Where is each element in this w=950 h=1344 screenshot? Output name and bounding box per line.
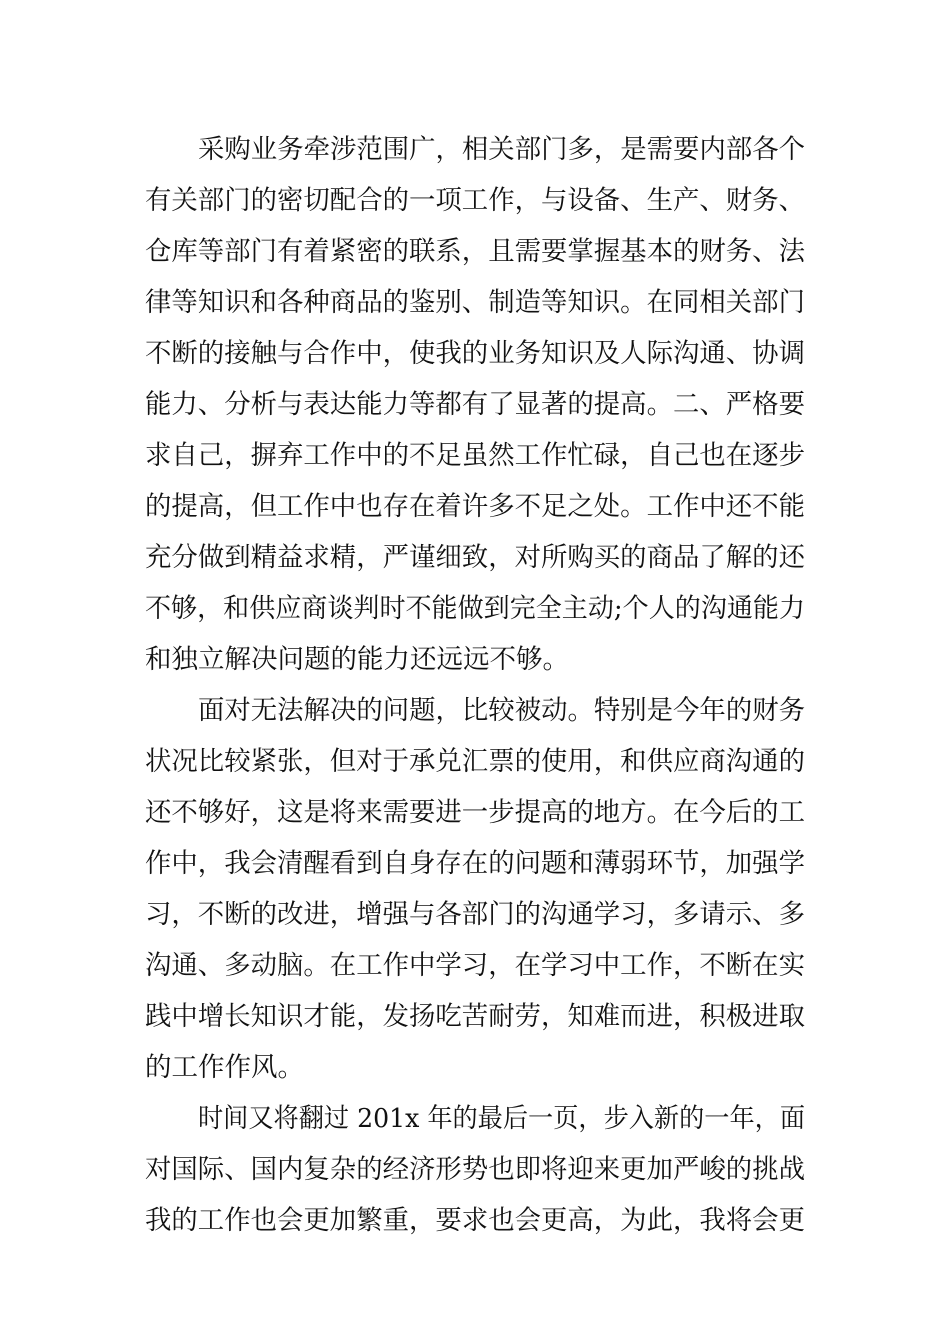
text-line: 充分做到精益求精，严谨细致，对所购买的商品了解的还 (145, 542, 805, 573)
text-line: 不断的接触与合作中，使我的业务知识及人际沟通、协调 (145, 338, 805, 369)
text-line: 律等知识和各种商品的鉴别、制造等知识。在同相关部门 (145, 287, 805, 318)
paragraph-2-line-6 (0, 940, 950, 992)
paragraph-2-line-2 (0, 736, 950, 788)
paragraph-2-line-7 (0, 991, 950, 1043)
text-line: 仓库等部门有着紧密的联系，且需要掌握基本的财务、法 (145, 236, 805, 267)
text-line: 采购业务牵涉范围广，相关部门多，是需要内部各个 (198, 134, 806, 165)
paragraph-2-line-1 (0, 685, 950, 737)
text-line: 作中，我会清醒看到自身存在的问题和薄弱环节，加强学 (145, 848, 805, 879)
paragraph-1-line-10 (0, 583, 950, 635)
paragraph-1-line-2 (0, 175, 950, 227)
text-line: 有关部门的密切配合的一项工作，与设备、生产、财务、 (145, 185, 805, 216)
paragraph-2-line-4 (0, 838, 950, 890)
paragraph-2-line-3 (0, 787, 950, 839)
paragraph-1-line-9 (0, 532, 950, 584)
paragraph-1-line-1 (0, 124, 950, 176)
paragraph-1-line-5 (0, 328, 950, 380)
text-line: 习，不断的改进，增强与各部门的沟通学习，多请示、多 (145, 899, 805, 930)
text-line: 对国际、国内复杂的经济形势也即将迎来更加严峻的挑战 (145, 1154, 805, 1185)
text-line: 践中增长知识才能，发扬吃苦耐劳，知难而进，积极进取 (145, 1001, 805, 1032)
paragraph-1-line-7 (0, 430, 950, 482)
text-line: 不够，和供应商谈判时不能做到完全主动;个人的沟通能力 (145, 593, 806, 624)
text-line: 的提高，但工作中也存在着许多不足之处。工作中还不能 (145, 491, 805, 522)
paragraph-1-line-11 (0, 634, 950, 686)
text-line: 面对无法解决的问题，比较被动。特别是今年的财务 (198, 695, 806, 726)
text-line: 求自己，摒弃工作中的不足虽然工作忙碌，自己也在逐步 (145, 440, 805, 471)
text-line: 能力、分析与表达能力等都有了显著的提高。二、严格要 (145, 389, 805, 420)
paragraph-3-line-2 (0, 1144, 950, 1196)
text-line: 时间又将翻过 201x 年的最后一页，步入新的一年，面 (198, 1103, 805, 1134)
text-line: 的工作作风。 (145, 1052, 304, 1083)
text-line: 和独立解决问题的能力还远远不够。 (145, 644, 569, 675)
paragraph-2-line-8 (0, 1042, 950, 1094)
paragraph-1-line-3 (0, 226, 950, 278)
paragraph-3-line-3 (0, 1195, 950, 1247)
paragraph-2-line-5 (0, 889, 950, 941)
text-line: 还不够好，这是将来需要进一步提高的地方。在今后的工 (145, 797, 805, 828)
paragraph-1-line-8 (0, 481, 950, 533)
paragraph-1-line-4 (0, 277, 950, 329)
text-line: 状况比较紧张，但对于承兑汇票的使用，和供应商沟通的 (145, 746, 805, 777)
paragraph-3-line-1 (0, 1093, 950, 1145)
text-line: 沟通、多动脑。在工作中学习，在学习中工作，不断在实 (145, 950, 805, 981)
paragraph-1-line-6 (0, 379, 950, 431)
text-line: 我的工作也会更加繁重，要求也会更高，为此，我将会更 (145, 1205, 805, 1236)
